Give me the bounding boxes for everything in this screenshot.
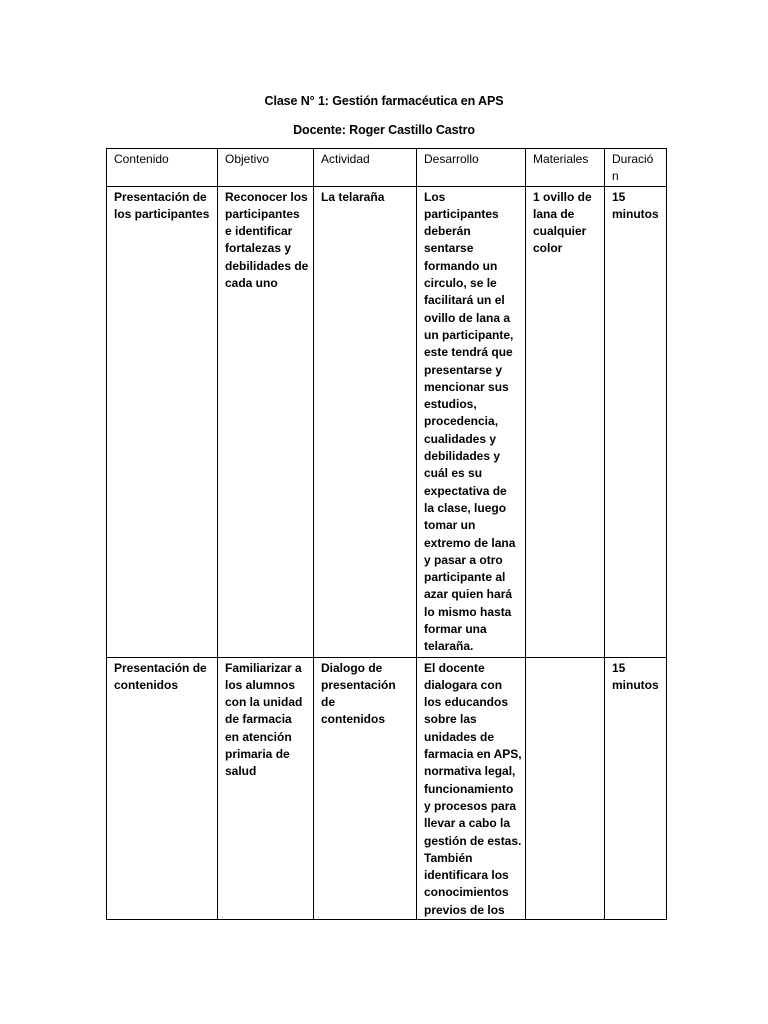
table-row — [107, 657, 667, 919]
lesson-plan-table — [106, 148, 667, 920]
cell-materiales: 1 ovillo de lana de cualquier color — [526, 186, 605, 657]
header-objetivo: Objetivo — [218, 149, 314, 187]
cell-materiales — [526, 657, 605, 919]
cell-objetivo: Reconocer los participantes e identificar fortalezas y debilidades de cada uno — [218, 186, 314, 657]
table-row — [107, 186, 667, 657]
header-contenido: Contenido — [107, 149, 218, 187]
cell-objetivo: Familiarizar a los alumnos con la unidad de farmacia en atención primaria de salud — [218, 657, 314, 919]
document-title: Clase N° 1: Gestión farmacéutica en APS — [264, 94, 504, 108]
header-desarrollo: Desarrollo — [417, 149, 526, 187]
cell-actividad: Dialogo de presentación de contenidos — [314, 657, 417, 919]
header-actividad: Actividad — [314, 149, 417, 187]
header-duracion: Duració n — [605, 149, 667, 187]
document-teacher: Docente: Roger Castillo Castro — [293, 123, 475, 137]
cell-desarrollo: El docente dialogara con los educandos sobre las unidades de farmacia en APS, normativa legal, funcionamiento y procesos para llevar a cabo la gestión de estas. También identificara los conocimientos previos de los — [417, 657, 526, 919]
cell-contenido: Presentación de contenidos — [107, 657, 218, 919]
cell-duracion: 15 minutos — [605, 186, 667, 657]
cell-actividad: La telaraña — [314, 186, 417, 657]
table-header-row — [107, 149, 667, 187]
cell-contenido: Presentación de los participantes — [107, 186, 218, 657]
header-materiales: Materiales — [526, 149, 605, 187]
cell-duracion: 15 minutos — [605, 657, 667, 919]
cell-desarrollo: Los participantes deberán sentarse formando un circulo, se le facilitará un el ovillo de lana a un participante, este tendrá que presentarse y mencionar sus estudios, procedencia, cualidades y debilidades y cuál es su expectativa de la clase, luego tomar un extremo de lana y pasar a otro participante al azar quien hará lo mismo hasta formar una telaraña. — [417, 186, 526, 657]
